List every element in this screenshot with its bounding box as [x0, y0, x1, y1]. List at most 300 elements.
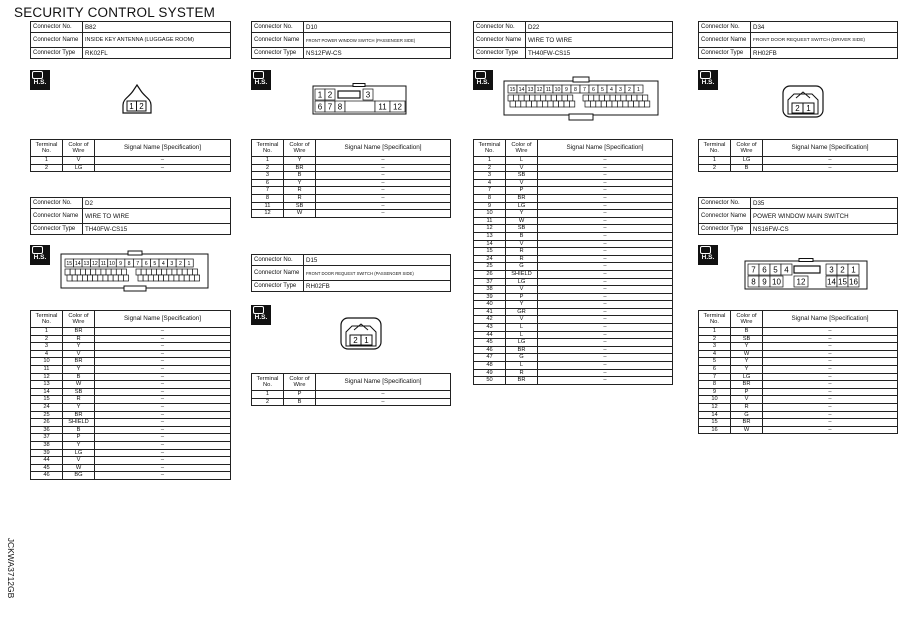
table-row	[474, 339, 673, 347]
terminal-cell: 4	[474, 179, 506, 187]
signal-table-d10: Terminal No. Color of Wire Signal Name [Specification] 1 Y – 2 BR – 3 B – 6 Y – 7 R – 8 R – 11 SB – 12 W –	[251, 139, 451, 218]
pin-label: 2	[139, 102, 144, 111]
terminal-cell: 8	[252, 194, 284, 202]
color-cell: P	[63, 434, 95, 442]
color-cell: R	[506, 369, 538, 377]
pin-cell	[590, 101, 595, 107]
terminal-cell: 8	[474, 194, 506, 202]
terminal-cell: 44	[31, 457, 63, 465]
table-row	[699, 328, 898, 336]
color-cell: R	[506, 248, 538, 256]
color-cell: SHIELD	[506, 270, 538, 278]
table-row	[31, 350, 231, 358]
terminal-cell: 41	[474, 308, 506, 316]
terminal-cell: 26	[31, 419, 63, 427]
signal-cell: –	[538, 164, 673, 172]
connector-diagram-d2	[60, 250, 210, 292]
pin-label: 2	[628, 86, 631, 93]
pin-cell	[72, 275, 77, 281]
pin-label: 2	[327, 90, 333, 100]
document-code: JCKWA3712GB	[6, 537, 16, 599]
signal-cell: –	[95, 164, 231, 172]
pin-cell	[530, 95, 535, 101]
color-cell: SB	[63, 388, 95, 396]
pin-cell	[557, 95, 562, 101]
signal-cell: –	[538, 187, 673, 195]
pin-cell	[546, 95, 551, 101]
signal-cell: –	[538, 286, 673, 294]
pin-cell	[101, 269, 106, 275]
signal-cell: –	[95, 373, 231, 381]
pin-cell	[644, 101, 649, 107]
terminal-cell: 37	[31, 434, 63, 442]
pin-cell	[169, 275, 174, 281]
signal-cell: –	[538, 270, 673, 278]
terminal-cell: 15	[474, 248, 506, 256]
color-cell: B	[506, 232, 538, 240]
signal-table-d35: Terminal No. Color of Wire Signal Name [Specification] 1 B – 2 SB – 3 Y – 4 W – 5 Y – 6 Y – 7 LG – 8 BR – 9 P – 10 V – 12 R – 14 G – 15 BR – 16 W –	[698, 310, 898, 434]
color-cell: W	[506, 217, 538, 225]
table-row	[474, 270, 673, 278]
terminal-cell: 2	[252, 164, 284, 172]
table-row	[474, 187, 673, 195]
table-row	[474, 308, 673, 316]
terminal-cell: 46	[31, 472, 63, 480]
table-row	[474, 179, 673, 187]
pin-cell	[65, 269, 70, 275]
signal-cell: –	[538, 354, 673, 362]
signal-cell: –	[538, 324, 673, 332]
table-row	[252, 398, 451, 406]
signal-cell: –	[538, 194, 673, 202]
pin-label: 2	[178, 260, 182, 267]
signal-table-d15: Terminal No. Color of Wire Signal Name [Specification] 1 P – 2 B –	[251, 373, 451, 406]
pin-label: 3	[365, 90, 371, 100]
table-row	[31, 373, 231, 381]
terminal-cell: 2	[31, 335, 63, 343]
terminal-cell: 7	[252, 187, 284, 195]
pin-cell	[639, 101, 644, 107]
pin-cell	[601, 101, 606, 107]
pin-cell	[118, 275, 123, 281]
terminal-cell: 1	[31, 328, 63, 336]
table-row	[699, 403, 898, 411]
color-cell: V	[506, 179, 538, 187]
color-cell: B	[284, 398, 316, 406]
signal-cell: –	[763, 157, 898, 165]
terminal-cell: 45	[31, 464, 63, 472]
color-cell: V	[506, 240, 538, 248]
terminal-cell: 12	[31, 373, 63, 381]
terminal-cell: 15	[31, 396, 63, 404]
pin-cell	[585, 101, 590, 107]
terminal-cell: 11	[252, 202, 284, 210]
pin-cell	[510, 101, 515, 107]
pin-label: 1	[637, 86, 640, 93]
signal-cell: –	[763, 350, 898, 358]
signal-cell: –	[538, 210, 673, 218]
terminal-cell: 46	[474, 346, 506, 354]
terminal-cell: 11	[474, 217, 506, 225]
color-cell: G	[731, 411, 763, 419]
table-row	[31, 464, 231, 472]
table-row	[31, 388, 231, 396]
table-row	[474, 202, 673, 210]
terminal-cell: 7	[474, 187, 506, 195]
table-row	[474, 346, 673, 354]
pin-label: 3	[619, 86, 622, 93]
pin-label: 7	[583, 86, 586, 93]
color-cell: P	[506, 187, 538, 195]
pin-cell	[583, 95, 588, 101]
terminal-cell: 10	[474, 210, 506, 218]
color-cell: W	[731, 426, 763, 434]
terminal-cell: 24	[31, 403, 63, 411]
table-row	[474, 286, 673, 294]
pin-cell	[588, 95, 593, 101]
pin-cell	[187, 269, 192, 275]
pin-cell	[167, 269, 172, 275]
color-cell: SB	[506, 172, 538, 180]
terminal-cell: 1	[699, 328, 731, 336]
terminal-cell: 14	[31, 388, 63, 396]
terminal-cell: 2	[474, 164, 506, 172]
signal-cell: –	[95, 328, 231, 336]
terminal-cell: 38	[31, 441, 63, 449]
pin-cell	[532, 101, 537, 107]
connector-header-b82: Connector No. B82 Connector Name INSIDE KEY ANTENNA (LUGGAGE ROOM) Connector Type RK02FL	[30, 21, 231, 59]
signal-cell: –	[95, 449, 231, 457]
color-cell: B	[63, 373, 95, 381]
table-row	[474, 217, 673, 225]
terminal-cell: 39	[474, 293, 506, 301]
table-row	[474, 232, 673, 240]
pin-cell	[596, 101, 601, 107]
terminal-cell: 9	[474, 202, 506, 210]
pin-label: 15	[838, 277, 847, 287]
color-cell: V	[63, 157, 95, 165]
signal-cell: –	[538, 217, 673, 225]
signal-cell: –	[316, 172, 451, 180]
pin-label: 15	[66, 260, 73, 267]
terminal-cell: 47	[474, 354, 506, 362]
color-cell: B	[63, 426, 95, 434]
color-cell: BR	[284, 164, 316, 172]
pin-cell	[91, 269, 96, 275]
terminal-cell: 43	[474, 324, 506, 332]
color-cell: V	[506, 164, 538, 172]
pin-cell	[77, 275, 82, 281]
signal-cell: –	[538, 232, 673, 240]
terminal-cell: 2	[31, 164, 63, 172]
table-row	[252, 172, 451, 180]
pin-label: 8	[337, 102, 343, 112]
connector-header-d35: Connector No. D35 Connector Name POWER WINDOW MAIN SWITCH Connector Type NS16FW-CS	[698, 197, 898, 235]
pin-label: 8	[574, 86, 577, 93]
table-row	[699, 157, 898, 165]
signal-cell: –	[95, 411, 231, 419]
terminal-cell: 14	[699, 411, 731, 419]
pin-cell	[146, 269, 151, 275]
signal-cell: –	[316, 179, 451, 187]
pin-cell	[612, 101, 617, 107]
signal-cell: –	[538, 263, 673, 271]
terminal-cell: 9	[699, 388, 731, 396]
pin-label: 6	[762, 265, 767, 275]
pin-cell	[153, 275, 158, 281]
pin-label: 16	[849, 277, 858, 287]
color-cell: BR	[506, 346, 538, 354]
signal-cell: –	[95, 381, 231, 389]
table-row	[474, 164, 673, 172]
table-row	[474, 255, 673, 263]
pin-cell	[106, 269, 111, 275]
signal-cell: –	[95, 403, 231, 411]
pin-label: 12	[92, 260, 98, 267]
pin-label: 4	[161, 260, 165, 267]
signal-table-d34: Terminal No. Color of Wire Signal Name [Specification] 1 LG – 2 B –	[698, 139, 898, 172]
pin-label: 7	[136, 260, 140, 267]
color-cell: BR	[731, 381, 763, 389]
signal-cell: –	[538, 362, 673, 370]
terminal-cell: 42	[474, 316, 506, 324]
signal-cell: –	[538, 278, 673, 286]
terminal-cell: 26	[474, 270, 506, 278]
table-row	[474, 301, 673, 309]
terminal-cell: 3	[699, 343, 731, 351]
pin-label: 6	[144, 260, 148, 267]
color-cell: BR	[63, 411, 95, 419]
pin-label: 2	[353, 336, 358, 345]
pin-cell	[86, 269, 91, 275]
terminal-cell: 13	[474, 232, 506, 240]
terminal-cell: 6	[252, 179, 284, 187]
pin-cell	[610, 95, 615, 101]
table-row	[699, 350, 898, 358]
signal-cell: –	[763, 373, 898, 381]
pin-label: 14	[827, 277, 836, 287]
color-cell: BR	[63, 358, 95, 366]
color-cell: LG	[63, 164, 95, 172]
pin-cell	[111, 269, 116, 275]
pin-label: 8	[751, 277, 756, 287]
color-cell: L	[506, 362, 538, 370]
table-row	[31, 411, 231, 419]
signal-cell: –	[316, 210, 451, 218]
signal-cell: –	[95, 388, 231, 396]
table-row	[474, 316, 673, 324]
color-cell: W	[731, 350, 763, 358]
signal-cell: –	[538, 255, 673, 263]
terminal-cell: 5	[699, 358, 731, 366]
pin-label: 5	[773, 265, 778, 275]
pin-cell	[559, 101, 564, 107]
color-cell: LG	[731, 157, 763, 165]
terminal-cell: 50	[474, 377, 506, 385]
pin-label: 1	[317, 90, 323, 100]
pin-cell	[621, 95, 626, 101]
signal-cell: –	[95, 365, 231, 373]
terminal-cell: 3	[252, 172, 284, 180]
table-row	[474, 377, 673, 385]
pin-cell	[98, 275, 103, 281]
signal-cell: –	[538, 225, 673, 233]
terminal-cell: 2	[252, 398, 284, 406]
pin-cell	[634, 101, 639, 107]
color-cell: Y	[284, 157, 316, 165]
signal-cell: –	[763, 343, 898, 351]
pin-label: 7	[751, 265, 756, 275]
table-row	[474, 210, 673, 218]
pin-cell	[123, 275, 128, 281]
color-cell: SHIELD	[63, 419, 95, 427]
pin-label: 2	[795, 104, 800, 113]
pin-cell	[67, 275, 72, 281]
color-cell: P	[731, 388, 763, 396]
pin-label: 1	[187, 260, 191, 267]
signal-cell: –	[538, 172, 673, 180]
connector-diagram-b82	[115, 77, 155, 117]
table-row	[31, 434, 231, 442]
color-cell: Y	[63, 365, 95, 373]
signal-cell: –	[316, 187, 451, 195]
table-row	[31, 457, 231, 465]
color-cell: Y	[731, 365, 763, 373]
pin-cell	[113, 275, 118, 281]
signal-table-d22: Terminal No. Color of Wire Signal Name [Specification] 1 L – 2 V – 3 SB – 4 V – 7 P – 8 BR – 9 LG – 10 Y – 11 W – 12 SB – 13 B – 14 V – 15 R – 24 R – 25 G – 26 SHIELD – 37 LG – 38 V – 39 P – 40 Y – 41 GR – 42 V – 43 L – 44 L – 45 LG – 46 BR – 47 G – 48 L – 49 R – 50 BR –	[473, 139, 673, 385]
pin-label: 10	[772, 277, 781, 287]
signal-cell: –	[95, 434, 231, 442]
terminal-cell: 12	[699, 403, 731, 411]
table-row	[252, 391, 451, 399]
signal-cell: –	[95, 396, 231, 404]
terminal-cell: 37	[474, 278, 506, 286]
signal-cell: –	[763, 388, 898, 396]
color-cell: BR	[506, 377, 538, 385]
hs-icon: H.S.	[30, 70, 50, 90]
pin-label: 1	[851, 265, 856, 275]
pin-label: 6	[317, 102, 323, 112]
color-cell: BR	[731, 419, 763, 427]
signal-cell: –	[763, 403, 898, 411]
table-row	[31, 426, 231, 434]
pin-cell	[628, 101, 633, 107]
pin-label: 12	[393, 102, 402, 112]
pin-cell	[564, 101, 569, 107]
pin-cell	[562, 95, 567, 101]
color-cell: L	[506, 331, 538, 339]
hs-icon: H.S.	[251, 305, 271, 325]
terminal-cell: 48	[474, 362, 506, 370]
terminal-cell: 12	[252, 210, 284, 218]
table-row	[31, 441, 231, 449]
signal-cell: –	[95, 157, 231, 165]
pin-cell	[345, 101, 375, 112]
terminal-cell: 38	[474, 286, 506, 294]
pin-cell	[103, 275, 108, 281]
pin-label: 13	[83, 260, 90, 267]
pin-cell	[162, 269, 167, 275]
signal-cell: –	[763, 419, 898, 427]
signal-cell: –	[763, 358, 898, 366]
pin-cell	[82, 275, 87, 281]
pin-cell	[524, 95, 529, 101]
pin-label: 12	[536, 86, 543, 93]
terminal-cell: 3	[474, 172, 506, 180]
color-cell: Y	[63, 403, 95, 411]
table-row	[252, 202, 451, 210]
signal-cell: –	[316, 202, 451, 210]
pin-cell	[96, 269, 101, 275]
table-row	[474, 194, 673, 202]
terminal-cell: 13	[31, 381, 63, 389]
color-cell: V	[506, 286, 538, 294]
terminal-cell: 39	[31, 449, 63, 457]
signal-cell: –	[538, 308, 673, 316]
pin-cell	[88, 275, 93, 281]
pin-cell	[513, 95, 518, 101]
pin-cell	[182, 269, 187, 275]
pin-cell	[515, 101, 520, 107]
color-cell: Y	[506, 210, 538, 218]
pin-label: 9	[762, 277, 767, 287]
color-cell: BR	[63, 328, 95, 336]
signal-cell: –	[95, 419, 231, 427]
color-cell: Y	[284, 179, 316, 187]
table-row	[699, 419, 898, 427]
pin-label: 15	[509, 86, 516, 93]
color-cell: V	[731, 396, 763, 404]
signal-cell: –	[538, 377, 673, 385]
signal-cell: –	[316, 164, 451, 172]
hs-icon: H.S.	[251, 70, 271, 90]
color-cell: Y	[731, 343, 763, 351]
table-row	[252, 157, 451, 165]
table-row	[474, 324, 673, 332]
terminal-cell: 11	[31, 365, 63, 373]
signal-cell: –	[538, 179, 673, 187]
terminal-cell: 25	[31, 411, 63, 419]
signal-cell: –	[538, 339, 673, 347]
pin-label: 14	[518, 86, 525, 93]
terminal-cell: 1	[474, 157, 506, 165]
pin-cell	[605, 95, 610, 101]
pin-cell	[148, 275, 153, 281]
table-row	[699, 335, 898, 343]
signal-cell: –	[763, 381, 898, 389]
color-cell: P	[284, 391, 316, 399]
pin-label: 7	[327, 102, 333, 112]
color-cell: R	[731, 403, 763, 411]
table-row	[31, 343, 231, 351]
pin-label: 11	[100, 260, 107, 267]
pin-cell	[567, 95, 572, 101]
pin-label: 11	[378, 102, 387, 112]
terminal-cell: 36	[31, 426, 63, 434]
color-cell: L	[506, 324, 538, 332]
table-row	[31, 381, 231, 389]
pin-cell	[551, 95, 556, 101]
terminal-cell: 2	[699, 164, 731, 172]
signal-cell: –	[538, 301, 673, 309]
pin-cell	[138, 275, 143, 281]
signal-cell: –	[538, 202, 673, 210]
pin-cell	[141, 269, 146, 275]
signal-cell: –	[538, 369, 673, 377]
color-cell: L	[506, 157, 538, 165]
pin-cell	[617, 101, 622, 107]
color-cell: LG	[63, 449, 95, 457]
